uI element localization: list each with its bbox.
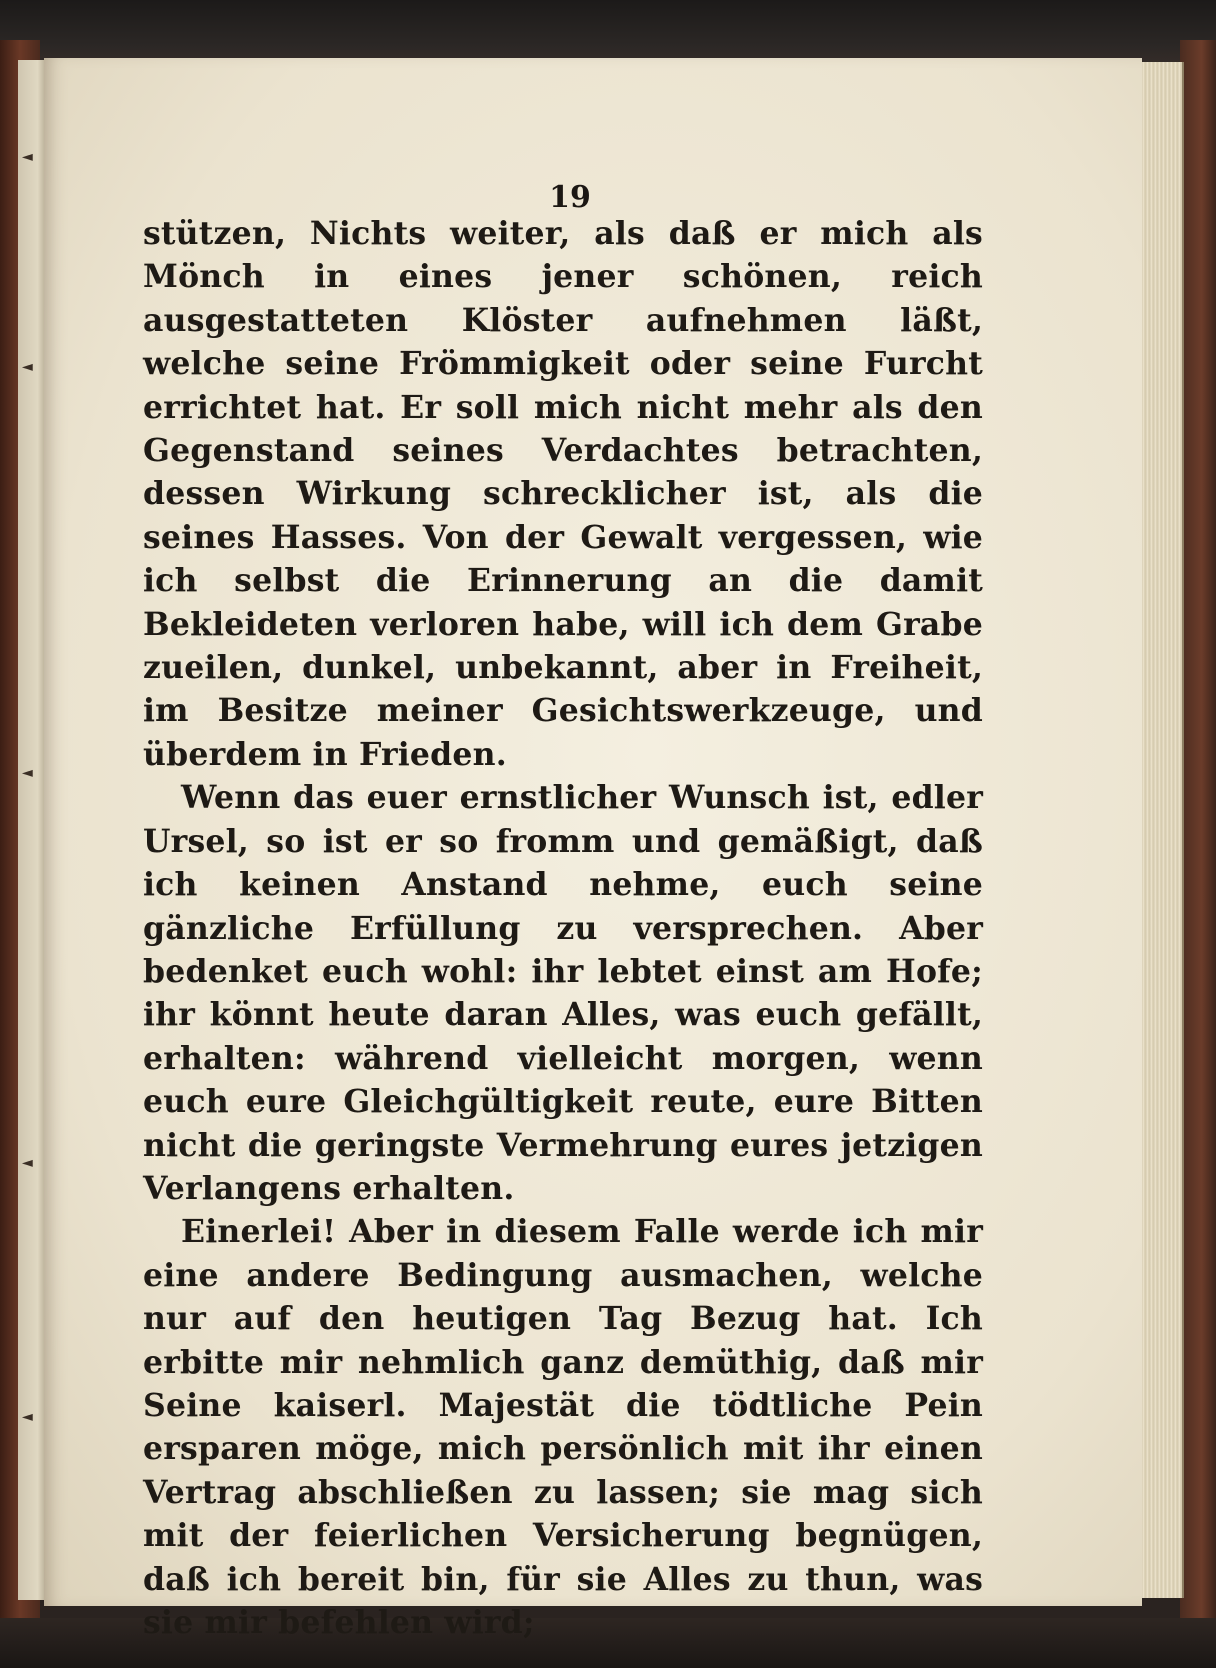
binding-thread-mark: ◄ bbox=[22, 1155, 33, 1171]
binding-thread-mark: ◄ bbox=[22, 765, 33, 781]
paragraph: Einerlei! Aber in diesem Falle werde ich mir eine andere Bedingung ausmachen, welche nur auf den heutigen Tag Bezug hat. Ich erbitte mir nehmlich ganz demüthig, daß mir Seine kaiserl. Majestät die tödtliche Pein ersparen möge, mich persönlich mit ihr einen Vertrag abschließen zu lassen; sie mag sich mit der feierlichen Versicherung begnügen, daß ich bereit bin, für sie Alles zu thun, was sie mir befehlen wird; bbox=[143, 1213, 983, 1641]
page-text bbox=[143, 212, 983, 1644]
binding-thread-mark: ◄ bbox=[22, 149, 33, 165]
page-number: 19 bbox=[549, 180, 591, 215]
page-block-edge bbox=[1138, 62, 1184, 1598]
binding-thread-mark: ◄ bbox=[22, 359, 33, 375]
binding-thread-mark: ◄ bbox=[22, 1409, 33, 1425]
book-cover-right bbox=[1180, 40, 1216, 1640]
facing-page-edge bbox=[18, 60, 47, 1600]
paragraph: stützen, Nichts weiter, als daß er mich als Mönch in eines jener schönen, reich ausgestatteten Klöster aufnehmen läßt, welche seine Frömmigkeit oder seine Furcht errichtet hat. Er soll mich nicht mehr als den Gegenstand seines Verdachtes betrachten, dessen Wirkung schrecklicher ist, als die seines Hasses. Von der Gewalt vergessen, wie ich selbst die Erinnerung an die damit Bekleideten verloren habe, will ich dem Grabe zueilen, dunkel, unbekannt, aber in Freiheit, im Besitze meiner Gesichtswerkzeuge, und überdem in Frieden. bbox=[143, 215, 983, 773]
paragraph: Wenn das euer ernstlicher Wunsch ist, edler Ursel, so ist er so fromm und gemäßigt, daß ich keinen Anstand nehme, euch seine gänzliche Erfüllung zu versprechen. Aber bedenket euch wohl: ihr lebtet einst am Hofe; ihr könnt heute daran Alles, was euch gefällt, erhalten: während vielleicht morgen, wenn euch eure Gleichgültigkeit reute, eure Bitten nicht die geringste Vermehrung eures jetzigen Verlangens erhalten. bbox=[143, 779, 983, 1207]
